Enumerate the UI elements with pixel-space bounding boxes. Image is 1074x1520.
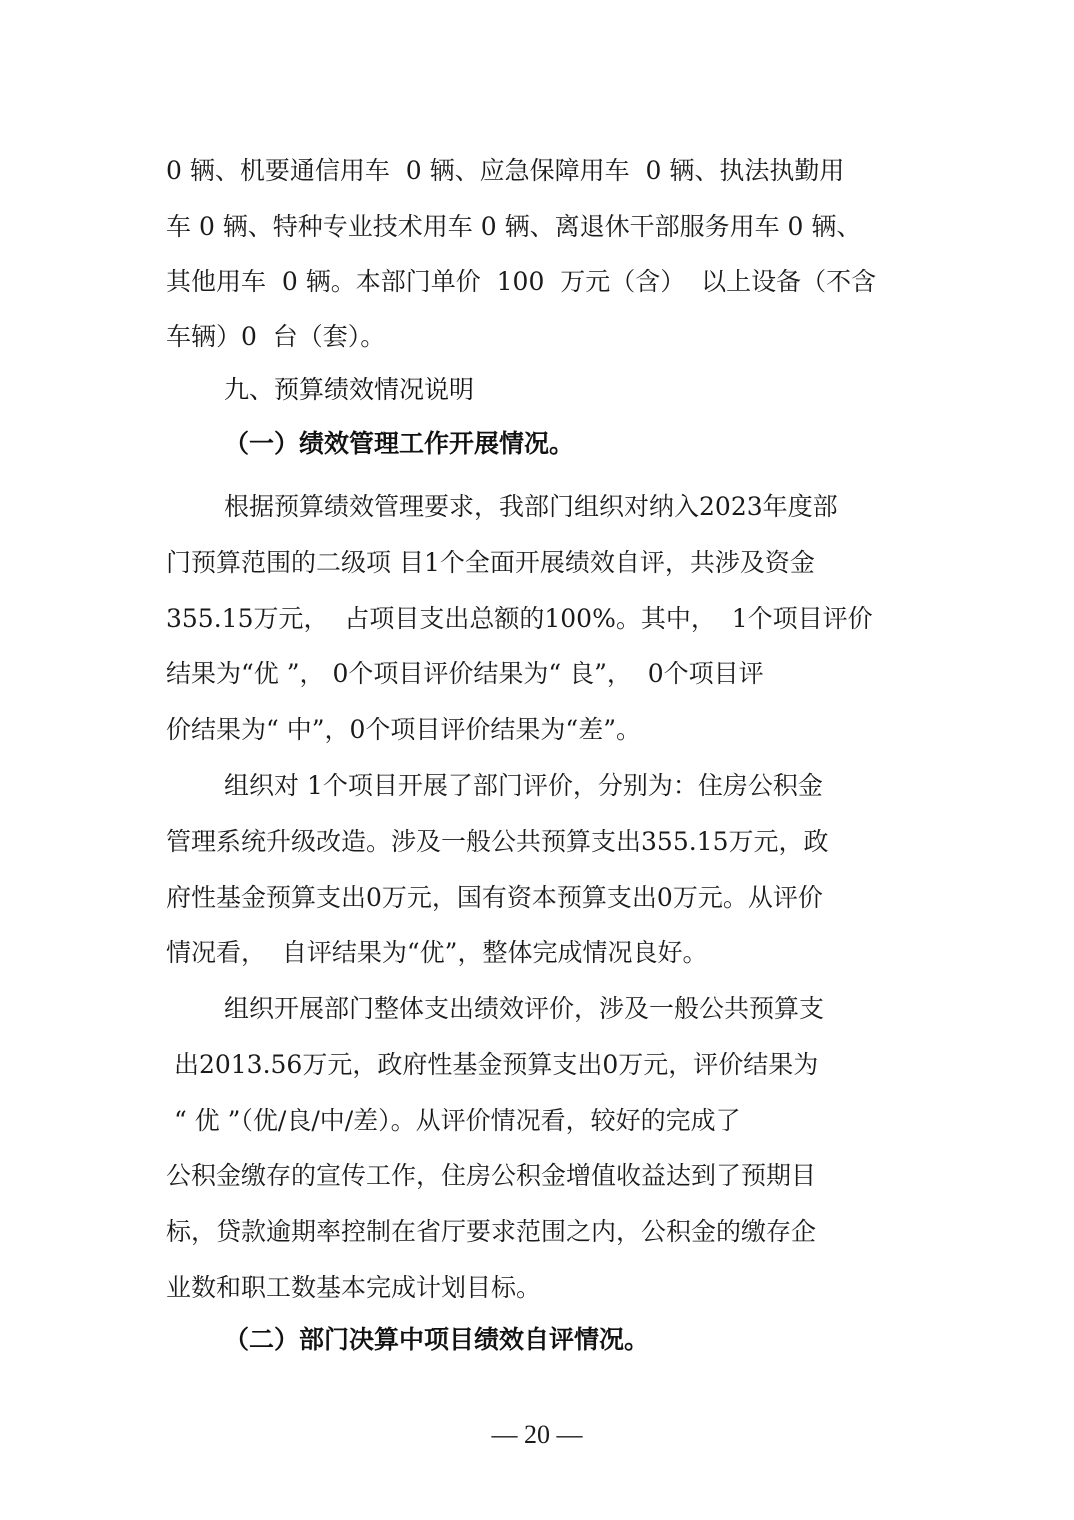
paragraph-3-line: 组织开展部门整体支出绩效评价，涉及一般公共预算支 <box>224 994 825 1023</box>
paragraph-3-line: 出2013.56万元，政府性基金预算支出0万元，评价结果为 <box>166 1050 819 1079</box>
text-line: 车 0 辆、特种专业技术用车 0 辆、离退休干部服务用车 0 辆、 <box>166 212 862 241</box>
subsection-heading-1: （一）绩效管理工作开展情况。 <box>224 429 575 458</box>
paragraph-1-line: 355.15万元， 占项目支出总额的100%。其中， 1个项目评价 <box>166 604 873 633</box>
paragraph-1-line: 门预算范围的二级项 目1个全面开展绩效自评，共涉及资金 <box>166 548 815 577</box>
text-line: 其他用车 0 辆。本部门单价 100 万元（含） 以上设备（不含 <box>166 267 877 296</box>
paragraph-2-line: 管理系统升级改造。涉及一般公共预算支出355.15万元，政 <box>166 827 829 856</box>
paragraph-2-line: 组织对 1个项目开展了部门评价，分别为：住房公积金 <box>224 771 823 800</box>
paragraph-3-line: 标，贷款逾期率控制在省厅要求范围之内，公积金的缴存企 <box>166 1217 817 1246</box>
paragraph-3-line: 公积金缴存的宣传工作，住房公积金增值收益达到了预期目 <box>166 1161 817 1190</box>
page-number: — 20 — <box>491 1420 583 1449</box>
section-heading: 九、预算绩效情况说明 <box>224 375 475 404</box>
paragraph-2-line: 府性基金预算支出0万元，国有资本预算支出0万元。从评价 <box>166 883 823 912</box>
text-line: 车辆）0 台（套）。 <box>166 322 386 351</box>
paragraph-1-line: 结果为“优 ”， 0个项目评价结果为“ 良”， 0个项目评 <box>166 659 764 688</box>
paragraph-1-line: 价结果为“ 中”，0个项目评价结果为“差”。 <box>166 715 641 744</box>
paragraph-2-line: 情况看， 自评结果为“优”，整体完成情况良好。 <box>166 938 708 967</box>
subsection-heading-2: （二）部门决算中项目绩效自评情况。 <box>224 1325 650 1354</box>
text-line: 0 辆、机要通信用车 0 辆、应急保障用车 0 辆、执法执勤用 <box>166 156 845 185</box>
paragraph-1-line: 根据预算绩效管理要求，我部门组织对纳入2023年度部 <box>224 492 838 521</box>
paragraph-3-line: 业数和职工数基本完成计划目标。 <box>166 1273 542 1302</box>
paragraph-3-line: “ 优 ”（优/良/中/差）。从评价情况看，较好的完成了 <box>166 1106 741 1135</box>
